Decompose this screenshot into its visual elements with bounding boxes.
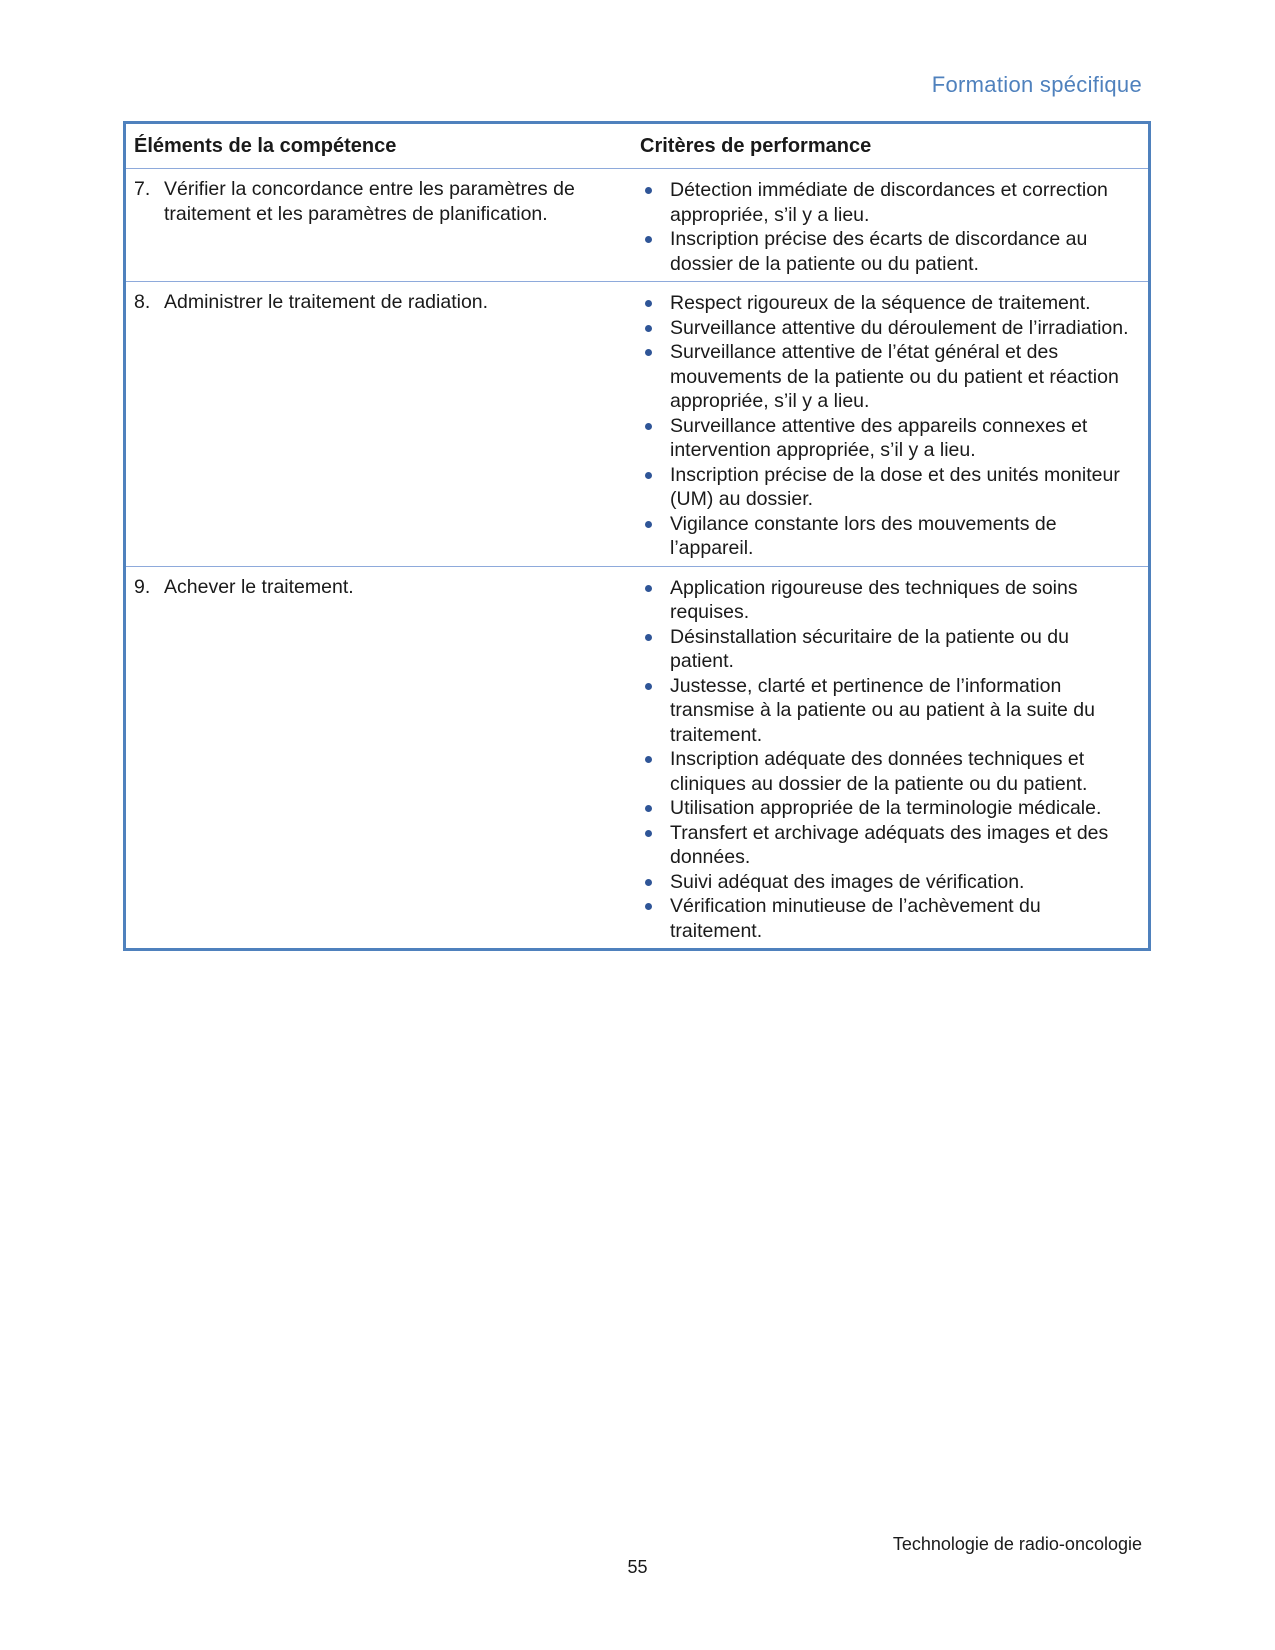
list-item: Inscription précise des écarts de discordance au dossier de la patiente ou du patient. (640, 227, 1138, 276)
bullet-icon (640, 178, 670, 227)
list-item: Vigilance constante lors des mouvements de l’appareil. (640, 512, 1138, 561)
table-row (126, 281, 1148, 566)
element-text: Achever le traitement. (164, 575, 354, 598)
column-header-criteria: Critères de performance (640, 135, 872, 157)
list-item: Suivi adéquat des images de vérification. (640, 870, 1138, 895)
list-item: Transfert et archivage adéquats des images et des données. (640, 821, 1138, 870)
element-text: Vérifier la concordance entre les paramètres de traitement et les paramètres de planification. (164, 178, 575, 225)
list-item: Respect rigoureux de la séquence de traitement. (640, 291, 1138, 316)
bullet-icon (640, 227, 670, 276)
element-number: 7. (134, 178, 151, 200)
bullet-icon (640, 747, 670, 796)
bullet-icon (640, 576, 670, 625)
bullet-icon (640, 821, 670, 870)
table-header-row (126, 124, 1148, 168)
competency-element (134, 575, 630, 600)
list-item: Surveillance attentive du déroulement de l’irradiation. (640, 316, 1138, 341)
list-item: Inscription adéquate des données techniques et cliniques au dossier de la patiente ou du patient. (640, 747, 1138, 796)
list-item: Inscription précise de la dose et des unités moniteur (UM) au dossier. (640, 463, 1138, 512)
criteria-list (640, 178, 1138, 276)
list-item: Utilisation appropriée de la terminologie médicale. (640, 796, 1138, 821)
bullet-icon (640, 291, 670, 316)
competency-element (134, 177, 630, 226)
competency-table (123, 121, 1151, 951)
bullet-icon (640, 463, 670, 512)
table-row (126, 168, 1148, 281)
list-item: Application rigoureuse des techniques de soins requises. (640, 576, 1138, 625)
list-item: Vérification minutieuse de l’achèvement du traitement. (640, 894, 1138, 943)
table-row (126, 566, 1148, 949)
footer-program-title: Technologie de radio-oncologie (892, 1534, 1142, 1554)
bullet-icon (640, 512, 670, 561)
page-number: 55 (627, 1557, 648, 1577)
column-header-elements: Éléments de la compétence (134, 135, 397, 157)
element-number: 8. (134, 291, 151, 313)
bullet-icon (640, 625, 670, 674)
criteria-list (640, 291, 1138, 561)
bullet-icon (640, 870, 670, 895)
bullet-icon (640, 414, 670, 463)
bullet-icon (640, 796, 670, 821)
bullet-icon (640, 894, 670, 943)
bullet-icon (640, 340, 670, 414)
page-header-title: Formation spécifique (931, 72, 1142, 97)
element-text: Administrer le traitement de radiation. (164, 291, 489, 313)
list-item: Désinstallation sécuritaire de la patiente ou du patient. (640, 625, 1138, 674)
list-item: Surveillance attentive de l’état général et des mouvements de la patiente ou du patient et réaction appropriée, s’il y a lieu. (640, 340, 1138, 414)
bullet-icon (640, 316, 670, 341)
element-number: 9. (134, 575, 151, 598)
list-item: Surveillance attentive des appareils connexes et intervention appropriée, s’il y a lieu. (640, 414, 1138, 463)
list-item: Détection immédiate de discordances et correction appropriée, s’il y a lieu. (640, 178, 1138, 227)
list-item: Justesse, clarté et pertinence de l’information transmise à la patiente ou au patient à la suite du traitement. (640, 674, 1138, 748)
bullet-icon (640, 674, 670, 748)
criteria-list (640, 576, 1138, 944)
competency-element (134, 290, 630, 315)
